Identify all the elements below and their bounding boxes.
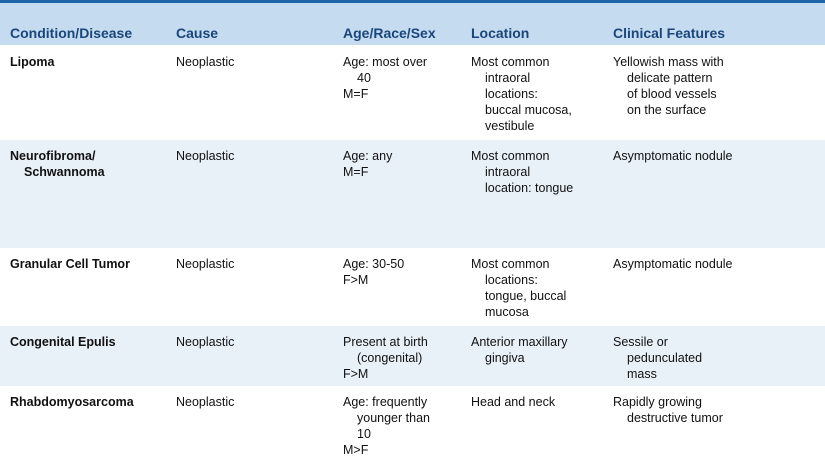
cell-location — [471, 334, 568, 366]
cell-line: on the surface — [627, 103, 707, 117]
cell-line: Head and neck — [471, 395, 556, 409]
cell-line: tongue, buccal — [485, 289, 567, 303]
header-location: Location — [471, 25, 530, 41]
cell-age-race-sex — [343, 54, 427, 102]
header-cause: Cause — [176, 25, 219, 41]
cell-line: locations: — [485, 273, 538, 287]
cell-line: Sessile or — [613, 335, 668, 349]
cell-line: Most common — [471, 257, 550, 271]
cell-cause — [176, 334, 234, 350]
cell-condition — [10, 54, 54, 70]
cell-cause — [176, 256, 234, 272]
cell-line: Age: most over — [343, 55, 428, 69]
cell-line: Granular Cell Tumor — [10, 257, 130, 271]
cell-cause — [176, 394, 234, 410]
cell-line: Congenital Epulis — [10, 335, 116, 349]
cell-line: F>M — [343, 273, 369, 287]
cell-line: Age: frequently — [343, 395, 428, 409]
table-header — [0, 3, 825, 45]
cell-condition — [10, 148, 105, 180]
cell-condition — [10, 394, 134, 410]
cell-line: Age: 30-50 — [343, 257, 405, 271]
cell-line: Yellowish mass with — [613, 55, 724, 69]
cell-clinical-features — [613, 334, 702, 382]
cell-line: pedunculated — [627, 351, 703, 365]
cell-line: destructive tumor — [627, 411, 723, 425]
table-row — [0, 46, 825, 140]
table-row — [0, 248, 825, 326]
cell-line: Most common — [471, 55, 550, 69]
cell-line: younger than — [357, 411, 430, 425]
cell-location — [471, 394, 555, 410]
cell-line: Neoplastic — [176, 335, 235, 349]
cell-line: Rhabdomyosarcoma — [10, 395, 134, 409]
cell-line: Asymptomatic nodule — [613, 149, 733, 163]
cell-line: (congenital) — [357, 351, 423, 365]
cell-line: delicate pattern — [627, 71, 713, 85]
cell-line: Present at birth — [343, 335, 428, 349]
table-row — [0, 140, 825, 248]
cell-line: locations: — [485, 87, 538, 101]
cell-clinical-features — [613, 394, 723, 426]
cell-line: Neoplastic — [176, 257, 235, 271]
cell-age-race-sex — [343, 334, 428, 382]
cell-line: F>M — [343, 367, 369, 381]
cell-condition — [10, 256, 130, 272]
cell-line: Age: any — [343, 149, 393, 163]
cell-line: intraoral — [485, 165, 531, 179]
cell-line: of blood vessels — [627, 87, 717, 101]
cell-line: buccal mucosa, — [485, 103, 572, 117]
cell-age-race-sex — [343, 256, 404, 288]
cell-line: M=F — [343, 165, 369, 179]
cell-line: intraoral — [485, 71, 531, 85]
cell-cause — [176, 54, 234, 70]
cell-cause — [176, 148, 234, 164]
cell-line: Neoplastic — [176, 55, 235, 69]
cell-line: Neoplastic — [176, 149, 235, 163]
cell-line: Neoplastic — [176, 395, 235, 409]
cell-location — [471, 54, 572, 134]
header-clinical-features: Clinical Features — [613, 25, 726, 41]
cell-line: Lipoma — [10, 55, 55, 69]
cell-location — [471, 256, 566, 320]
cell-clinical-features — [613, 256, 733, 272]
cell-age-race-sex — [343, 148, 392, 180]
cell-clinical-features — [613, 54, 724, 118]
header-condition: Condition/Disease — [10, 25, 133, 41]
cell-line: vestibule — [485, 119, 535, 133]
cell-line: 10 — [357, 427, 371, 441]
cell-line: Rapidly growing — [613, 395, 702, 409]
cell-line: M=F — [343, 87, 369, 101]
cell-line: mucosa — [485, 305, 529, 319]
cell-line: Asymptomatic nodule — [613, 257, 733, 271]
cell-line: gingiva — [485, 351, 525, 365]
cell-line: Most common — [471, 149, 550, 163]
cell-line: M>F — [343, 443, 369, 457]
table-row — [0, 326, 825, 386]
table-row — [0, 386, 825, 463]
cell-age-race-sex — [343, 394, 430, 458]
cell-location — [471, 148, 573, 196]
cell-clinical-features — [613, 148, 733, 164]
header-age-race-sex: Age/Race/Sex — [343, 25, 436, 41]
cell-line: Schwannoma — [24, 165, 105, 179]
cell-line: location: tongue — [485, 181, 574, 195]
cell-condition — [10, 334, 116, 350]
cell-line: Neurofibroma/ — [10, 149, 96, 163]
cell-line: mass — [627, 367, 657, 381]
cell-line: Anterior maxillary — [471, 335, 568, 349]
cell-line: 40 — [357, 71, 371, 85]
